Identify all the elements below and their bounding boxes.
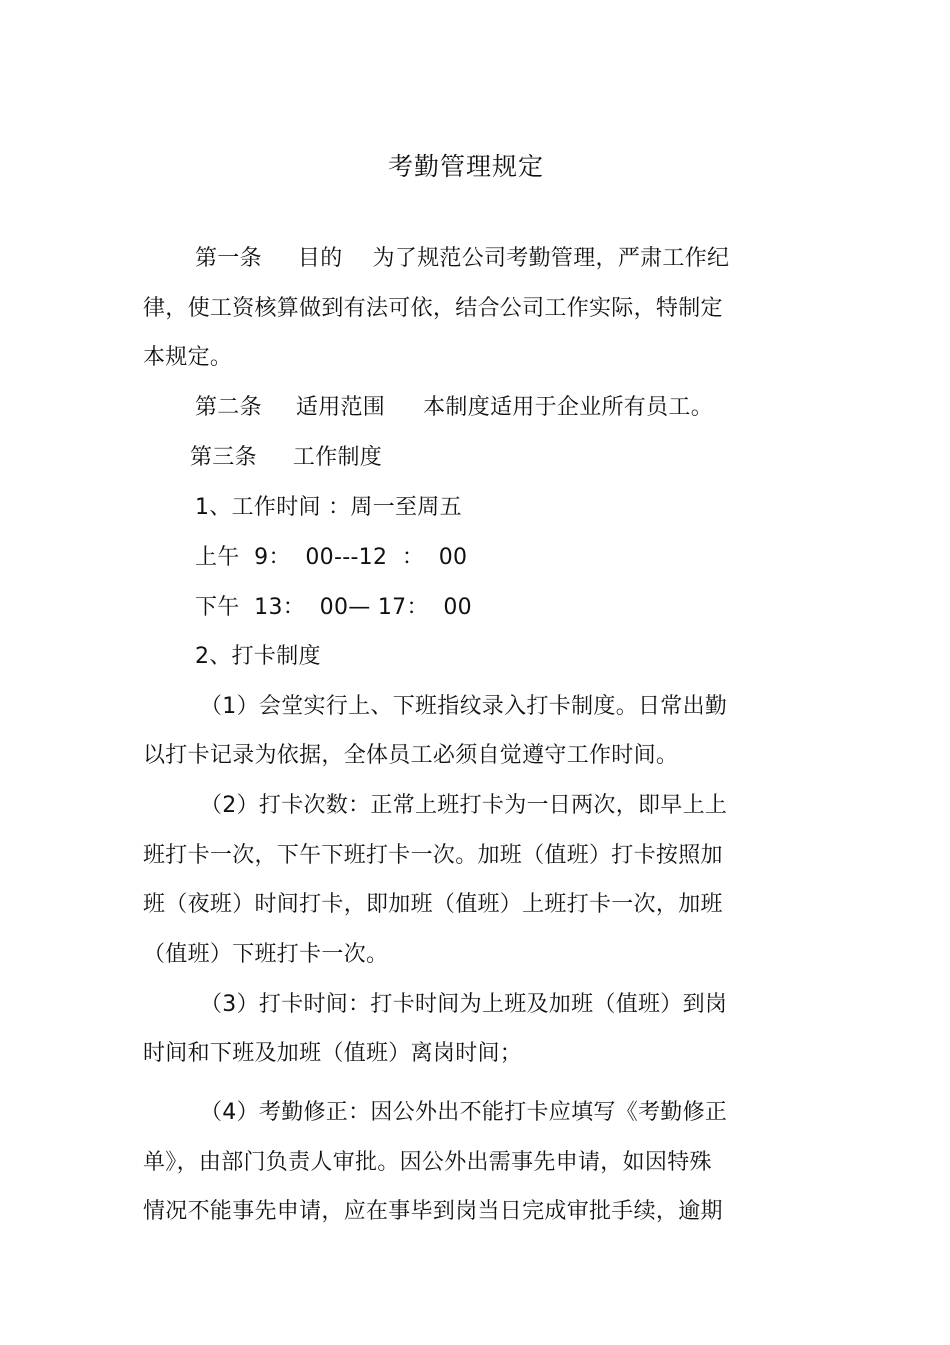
- clause-4-line: 单》，由部门负责人审批。因公外出需事先申请，如因特殊: [143, 1150, 712, 1175]
- article-2-line: [195, 393, 713, 423]
- article-3-label: 第三条: [190, 445, 257, 470]
- clause-3-line: 时间和下班及加班（值班）离岗时间；: [143, 1041, 523, 1066]
- morning-hours: 上午 9： 00---12 ： 00: [195, 545, 468, 570]
- document-title: 考勤管理规定: [388, 152, 545, 181]
- clock-in-item: 2、打卡制度: [195, 644, 321, 669]
- article-1-text-line: 本规定。: [143, 345, 233, 370]
- clause-1-line: 以打卡记录为依据，全体员工必须自觉遵守工作时间。: [143, 743, 679, 768]
- article-1-first-line: [195, 244, 729, 274]
- article-2-text: 本制度适用于企业所有员工。: [423, 395, 714, 420]
- clause-4-line: （4）考勤修正：因公外出不能打卡应填写《考勤修正: [200, 1100, 728, 1125]
- clause-1-line: （1）会堂实行上、下班指纹录入打卡制度。日常出勤: [200, 694, 728, 719]
- clause-2-line: 班（夜班）时间打卡，即加班（值班）上班打卡一次，加班: [143, 892, 723, 917]
- article-3-heading: 工作制度: [292, 445, 383, 470]
- clause-3-line: （3）打卡时间：打卡时间为上班及加班（值班）到岗: [200, 992, 728, 1017]
- article-2-label: 第二条: [195, 395, 262, 420]
- article-1-label: 第一条: [195, 246, 262, 271]
- article-2-heading: 适用范围: [295, 395, 386, 420]
- article-1-text-line: 律，使工资核算做到有法可依，结合公司工作实际，特制定: [143, 296, 723, 321]
- clause-2-line: （2）打卡次数：正常上班打卡为一日两次，即早上上: [200, 793, 728, 818]
- work-time-item: 1、工作时间 ：周一至周五: [195, 495, 462, 520]
- clause-2-line: （值班）下班打卡一次。: [143, 942, 389, 967]
- article-1-heading: 目的: [297, 246, 343, 271]
- clause-4-line: 情况不能事先申请，应在事毕到岗当日完成审批手续，逾期: [143, 1199, 723, 1224]
- afternoon-hours: 下午 13： 00— 17： 00: [195, 595, 472, 620]
- article-3-line: [190, 443, 382, 473]
- clause-2-line: 班打卡一次，下午下班打卡一次。加班（值班）打卡按照加: [143, 843, 723, 868]
- article-1-text-line: 为了规范公司考勤管理，严肃工作纪: [372, 246, 730, 271]
